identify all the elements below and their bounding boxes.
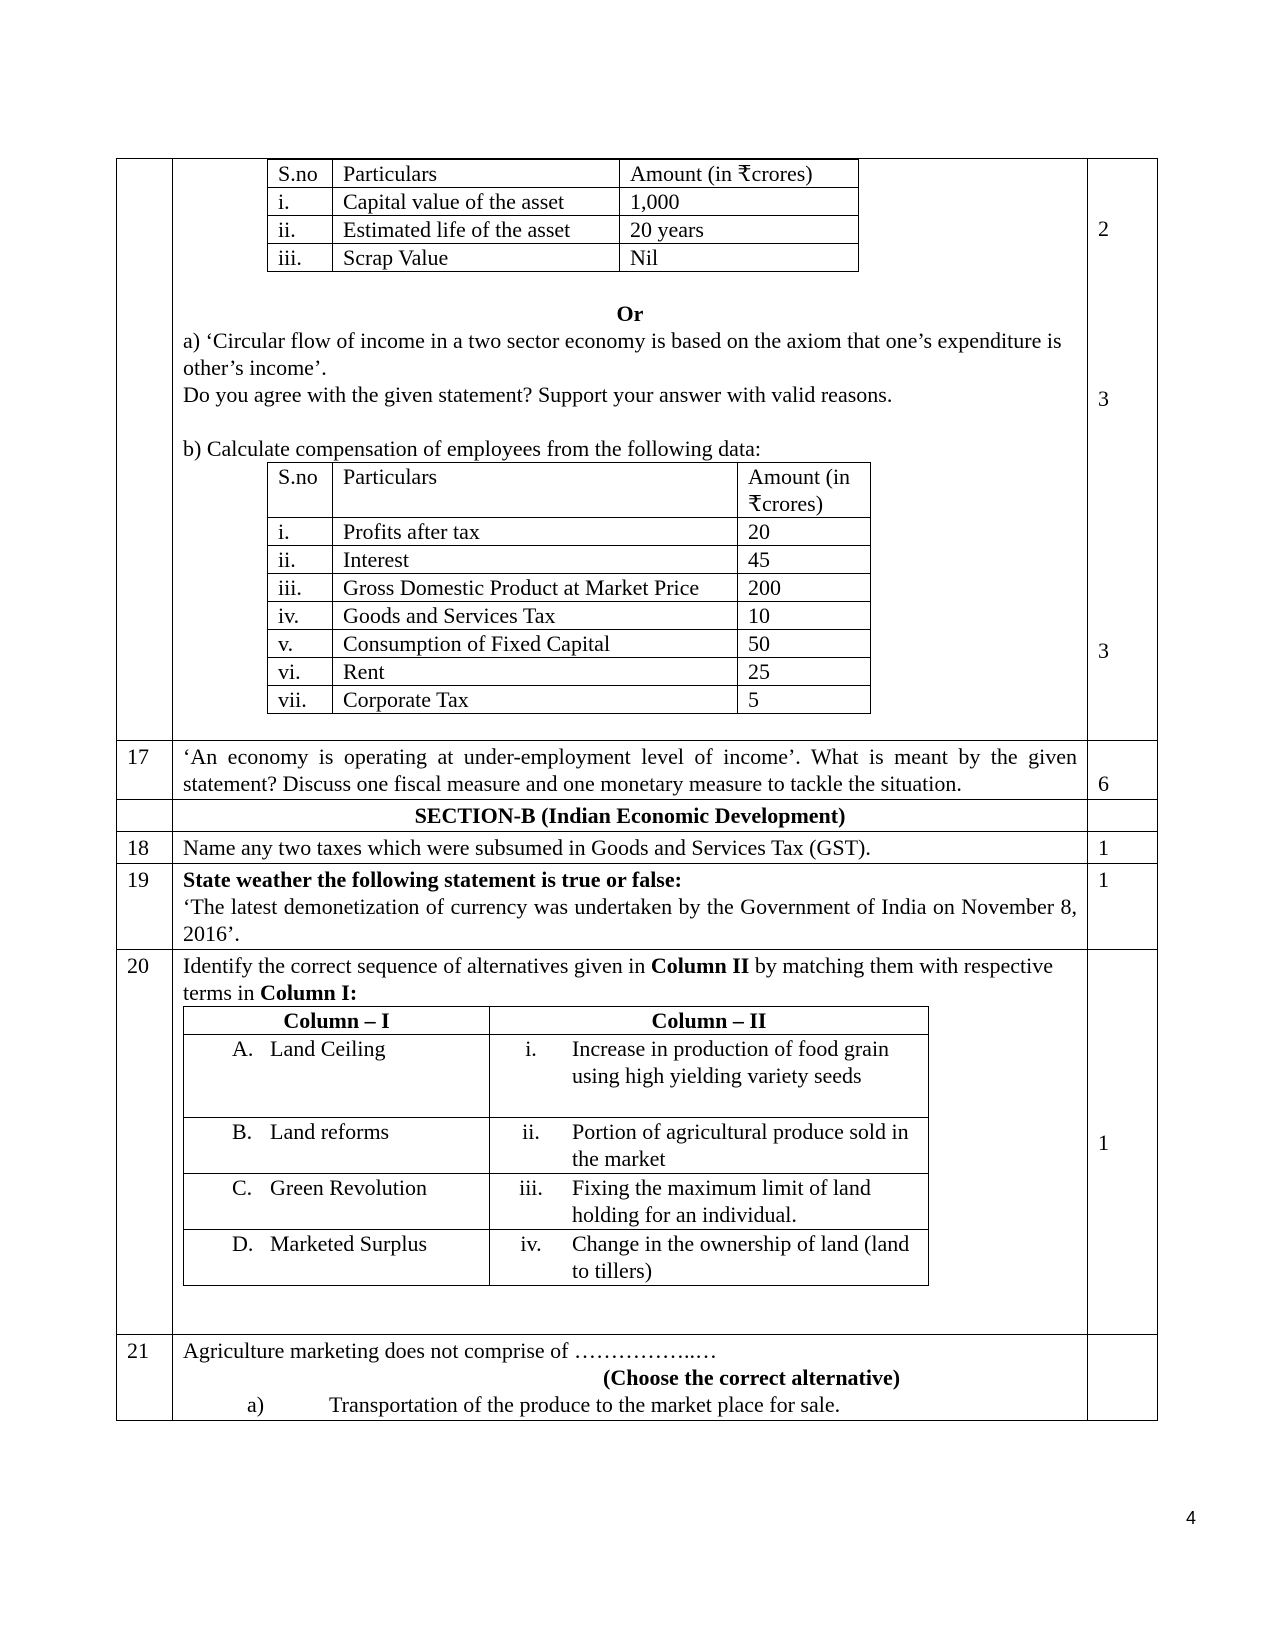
table-cell: iv. (268, 602, 333, 630)
table-row (268, 188, 859, 216)
section-title: SECTION-B (Indian Economic Development) (173, 800, 1088, 832)
table-row (184, 1035, 929, 1118)
question-table (116, 158, 1158, 1421)
term-cell (184, 1174, 490, 1230)
column-ii-ref: Column II (650, 953, 750, 978)
table-cell: Profits after tax (333, 518, 738, 546)
table-row (268, 546, 871, 574)
table-cell: 50 (738, 630, 871, 658)
header-cell: Amount (in ₹crores) (620, 160, 859, 188)
option-label: a) (247, 1392, 265, 1417)
desc-cell (490, 1174, 929, 1230)
table-cell: 10 (738, 602, 871, 630)
desc-number: iii. (519, 1175, 543, 1200)
header-cell: S.no (268, 160, 333, 188)
marks-value: 3 (1098, 638, 1109, 663)
term-letter: B. (232, 1119, 253, 1144)
question-number: 17 (117, 741, 173, 800)
question-16-row (117, 159, 1158, 741)
question-number: 19 (117, 864, 173, 950)
term-text: Marketed Surplus (270, 1231, 428, 1256)
table-cell: 20 (738, 518, 871, 546)
marks-cell (1088, 741, 1158, 800)
table-cell: 20 years (620, 216, 859, 244)
option-a (183, 1391, 1077, 1418)
desc-number: iv. (520, 1231, 542, 1256)
marks-cell (1088, 1335, 1158, 1421)
table-cell: 1,000 (620, 188, 859, 216)
question-21-row (117, 1335, 1158, 1421)
table-cell: Interest (333, 546, 738, 574)
marks-value: 2 (1098, 216, 1109, 241)
table-cell: ii. (268, 546, 333, 574)
column-ii-header: Column – II (490, 1007, 929, 1035)
marks-value: 6 (1098, 771, 1109, 796)
term-letter: C. (232, 1175, 253, 1200)
table-header-row (184, 1007, 929, 1035)
table-header-row (268, 463, 871, 518)
table-cell: 5 (738, 686, 871, 714)
marks-value: 3 (1098, 386, 1109, 411)
page-number: 4 (1186, 1508, 1197, 1528)
question-18-row (117, 832, 1158, 864)
table-cell: iii. (268, 244, 333, 272)
table-cell: Estimated life of the asset (333, 216, 620, 244)
question-body (173, 1335, 1088, 1421)
part-a-question: Do you agree with the given statement? Support your answer with valid reasons. (183, 382, 893, 407)
desc-text: Increase in production of food grain using high yielding variety seeds (572, 1036, 890, 1088)
part-a-text: a) ‘Circular flow of income in a two sector economy is based on the axiom that one’s expenditure is other’s income’. (183, 328, 1062, 380)
question-number: 21 (117, 1335, 173, 1421)
term-text: Land reforms (270, 1119, 390, 1144)
table-cell: iii. (268, 574, 333, 602)
table-cell: vi. (268, 658, 333, 686)
term-text: Land Ceiling (270, 1036, 386, 1061)
desc-cell (490, 1118, 929, 1174)
marks-value: 1 (1088, 864, 1158, 950)
term-letter: D. (232, 1231, 254, 1256)
or-separator: Or (616, 301, 644, 326)
table-cell: 45 (738, 546, 871, 574)
asset-table (267, 159, 859, 272)
desc-number: i. (525, 1036, 537, 1061)
question-17-row (117, 741, 1158, 800)
table-row (268, 630, 871, 658)
table-cell: vii. (268, 686, 333, 714)
question-lead: State weather the following statement is true or false: (183, 867, 682, 892)
marks-cell (1088, 159, 1158, 741)
question-number (117, 159, 173, 741)
table-cell: Scrap Value (333, 244, 620, 272)
term-text: Green Revolution (270, 1175, 428, 1200)
section-header-row (117, 800, 1158, 832)
column-i-header: Column – I (184, 1007, 490, 1035)
header-cell: S.no (268, 463, 333, 518)
marks-value: 1 (1088, 832, 1158, 864)
table-cell: ii. (268, 216, 333, 244)
table-cell: Goods and Services Tax (333, 602, 738, 630)
table-cell: Corporate Tax (333, 686, 738, 714)
question-number: 20 (117, 950, 173, 1335)
text-segment: by matching them with respective terms in (183, 953, 1053, 1005)
part-b-text: b) Calculate compensation of employees from the following data: (183, 436, 761, 461)
table-row (268, 602, 871, 630)
desc-text: Fixing the maximum limit of land holding for an individual. (572, 1175, 871, 1227)
question-text: ‘An economy is operating at under-employment level of income’. What is meant by the given statement? Discuss one fiscal measure and one monetary measure to tackle the situation. (173, 741, 1088, 800)
table-cell: Consumption of Fixed Capital (333, 630, 738, 658)
marks-cell (1088, 950, 1158, 1335)
table-cell: v. (268, 630, 333, 658)
table-row (268, 574, 871, 602)
table-row (268, 658, 871, 686)
text-segment: Identify the correct sequence of alternatives given in (183, 953, 651, 978)
table-cell: Rent (333, 658, 738, 686)
table-cell: 25 (738, 658, 871, 686)
table-cell: 200 (738, 574, 871, 602)
column-i-ref: Column I: (260, 980, 358, 1005)
table-cell: Capital value of the asset (333, 188, 620, 216)
question-body (173, 950, 1088, 1335)
table-row (268, 518, 871, 546)
table-cell: Nil (620, 244, 859, 272)
question-text: ‘The latest demonetization of currency was undertaken by the Government of India on November 8, 2016’. (183, 894, 1077, 946)
header-cell: Particulars (333, 160, 620, 188)
table-cell: Gross Domestic Product at Market Price (333, 574, 738, 602)
question-text (183, 952, 1077, 1006)
table-row (184, 1174, 929, 1230)
question-body (173, 864, 1088, 950)
desc-number: ii. (522, 1119, 540, 1144)
question-text: Name any two taxes which were subsumed in Goods and Services Tax (GST). (173, 832, 1088, 864)
choose-instruction: (Choose the correct alternative) (603, 1365, 901, 1390)
table-row (268, 244, 859, 272)
term-cell (184, 1230, 490, 1286)
question-19-row (117, 864, 1158, 950)
question-20-row (117, 950, 1158, 1335)
table-row (268, 216, 859, 244)
question-number: 18 (117, 832, 173, 864)
desc-cell (490, 1035, 929, 1118)
table-row (184, 1230, 929, 1286)
compensation-table (267, 462, 871, 714)
option-text: Transportation of the produce to the market place for sale. (329, 1392, 841, 1417)
table-row (268, 686, 871, 714)
term-cell (184, 1035, 490, 1118)
header-cell: Amount (in ₹crores) (738, 463, 871, 518)
question-text: Agriculture marketing does not comprise of ……………..… (183, 1338, 718, 1363)
matching-table (183, 1006, 929, 1286)
term-letter: A. (232, 1036, 254, 1061)
desc-text: Portion of agricultural produce sold in the market (572, 1119, 909, 1171)
marks-value: 1 (1098, 1129, 1109, 1155)
table-cell: i. (268, 518, 333, 546)
desc-text: Change in the ownership of land (land to tillers) (572, 1231, 910, 1283)
question-body (173, 159, 1088, 741)
table-cell: i. (268, 188, 333, 216)
header-cell: Particulars (333, 463, 738, 518)
term-cell (184, 1118, 490, 1174)
table-row (184, 1118, 929, 1174)
table-header-row (268, 160, 859, 188)
desc-cell (490, 1230, 929, 1286)
